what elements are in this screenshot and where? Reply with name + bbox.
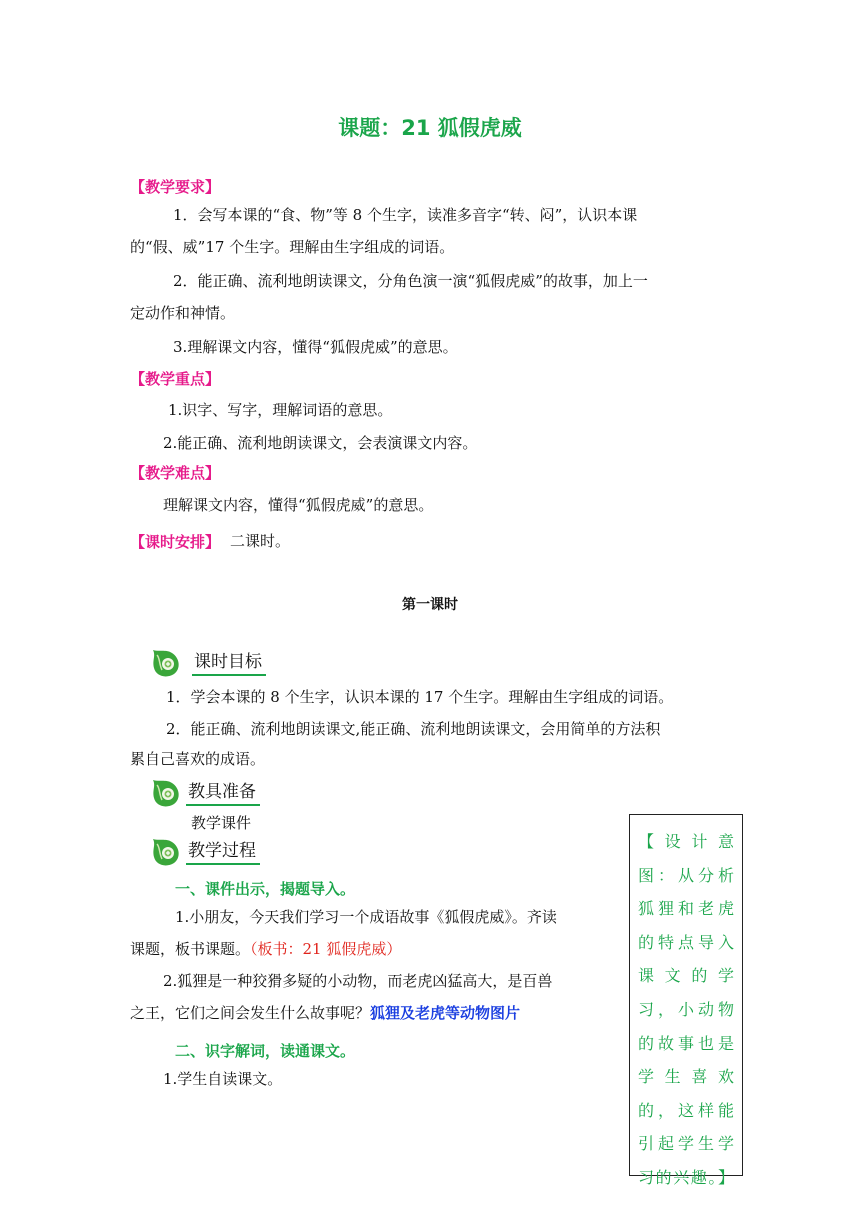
step-1-paragraph-1-text: 课题，板书课题。 [130,940,251,958]
tools-section-header [148,776,260,810]
process-heading: 教学过程 [186,840,260,865]
leaf-bullet-icon [148,646,182,680]
tools-item: 教学课件 [191,814,252,832]
board-note: （板书：21 狐假虎威） [250,940,402,958]
leaf-bullet-icon [148,776,182,810]
goals-section-header [148,646,266,680]
step-1-title: 一、课件出示，揭题导入。 [175,880,356,898]
key-points-label: 【教学重点】 [130,370,221,388]
step-1-paragraph-2-text: 之王，它们之间会发生什么故事呢？ [130,1004,371,1022]
requirements-label: 【教学要求】 [130,178,221,196]
requirement-item-2-line-2: 定动作和神情。 [130,304,236,322]
step-1-paragraph-2-line-1: 2.狐狸是一种狡猾多疑的小动物，而老虎凶猛高大，是百兽 [163,972,553,990]
design-note-line: 【设计意 [638,832,734,851]
lesson-heading: 第一课时 [402,597,458,613]
key-point-item-1: 1.识字、写字，理解词语的意思。 [168,401,393,419]
design-note-line: 的故事也是 [638,1033,734,1053]
goals-heading: 课时目标 [192,651,266,676]
design-note-line: 的，这样能 [638,1100,734,1120]
step-1-paragraph-1-line-2 [130,934,401,964]
key-point-item-2: 2.能正确、流利地朗读课文，会表演课文内容。 [163,434,478,452]
difficulties-label: 【教学难点】 [130,464,221,482]
requirement-item-3: 3.理解课文内容，懂得“狐假虎威”的意思。 [173,338,458,356]
design-note-line: 的特点导入 [638,932,734,952]
step-2-paragraph-1: 1.学生自读课文。 [163,1070,283,1088]
process-section-header [148,835,260,869]
design-note-line: 课文的学 [638,966,734,986]
requirement-item-2-line-1: 2．能正确、流利地朗读课文，分角色演一演“狐假虎威”的故事，加上一 [173,272,648,290]
requirement-item-1-line-1: 1．会写本课的“食、物”等 8 个生字，读准多音字“转、闷”，认识本课 [173,206,638,224]
goal-item-1: 1．学会本课的 8 个生字，认识本课的 17 个生字。理解由生字组成的词语。 [166,688,674,706]
design-note-box [629,814,743,1187]
design-note-line: 学生喜欢 [638,1067,734,1087]
design-note-line: 习，小动物 [638,999,734,1019]
design-note-line: 引起学生学 [638,1134,734,1154]
design-note-line: 图：从分析 [638,865,734,885]
schedule-label: 【课时安排】 [130,532,221,551]
leaf-bullet-icon [148,835,182,869]
goal-item-2-line-1: 2．能正确、流利地朗读课文,能正确、流利地朗读课文，会用简单的方法积 [166,720,661,738]
difficulty-item-1: 理解课文内容，懂得“狐假虎威”的意思。 [163,496,434,514]
tools-heading: 教具准备 [186,781,260,806]
design-note-line: 习的兴趣。】 [638,1167,734,1187]
requirement-item-1-line-2: 的“假、威”17 个生字。理解由生字组成的词语。 [130,238,455,256]
goal-item-2-line-2: 累自己喜欢的成语。 [130,750,266,768]
step-1-paragraph-1-line-1: 1.小朋友，今天我们学习一个成语故事《狐假虎威》。齐读 [175,908,557,926]
step-2-title: 二、识字解词，读通课文。 [175,1042,356,1060]
schedule-value: 二课时。 [230,532,291,550]
schedule-row [130,526,290,556]
design-note-line: 狐狸和老虎 [638,899,734,919]
resource-note: 狐狸及老虎等动物图片 [370,1004,521,1022]
step-1-paragraph-2-line-2 [130,998,520,1028]
page-title: 课题：21 狐假虎威 [338,116,522,140]
